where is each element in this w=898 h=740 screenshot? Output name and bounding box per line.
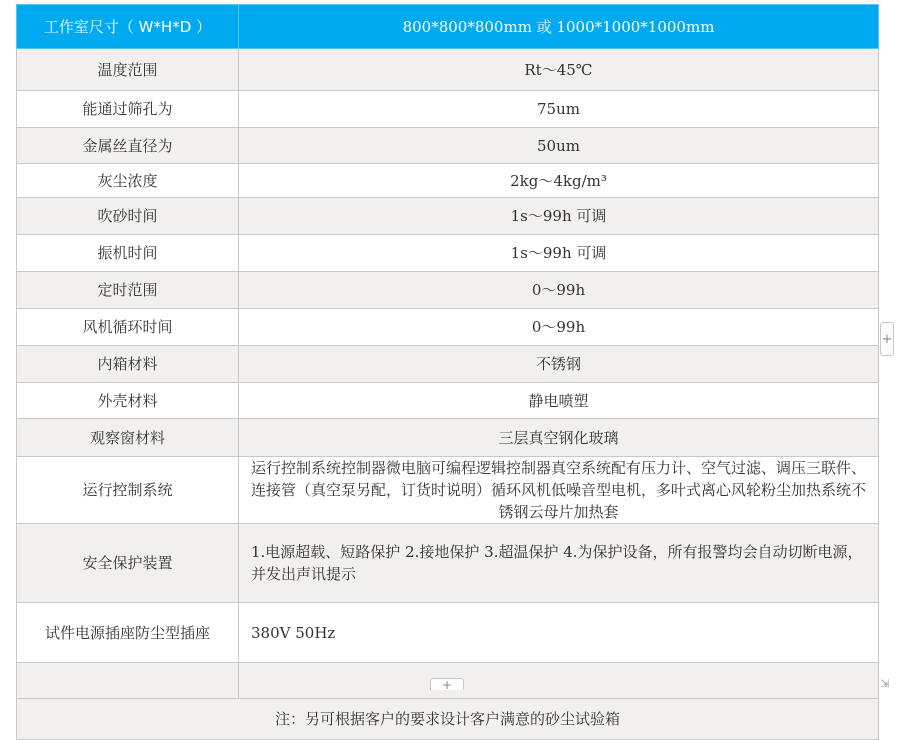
table-row <box>17 524 879 603</box>
row-label: 能通过筛孔为 <box>17 91 239 128</box>
row-value: 静电喷塑 <box>239 383 879 419</box>
table-row <box>17 457 879 524</box>
row-value: 0～99h <box>239 309 879 346</box>
row-insert-handle[interactable] <box>430 678 464 690</box>
row-label <box>17 663 239 699</box>
plus-icon: + <box>441 677 453 692</box>
header-value: 800*800*800mm 或 1000*1000*1000mm <box>239 5 879 49</box>
table-note: 注：另可根据客户的要求设计客户满意的砂尘试验箱 <box>17 699 879 740</box>
row-label: 金属丝直径为 <box>17 128 239 164</box>
row-label: 温度范围 <box>17 49 239 91</box>
table-row <box>17 164 879 198</box>
table-row <box>17 198 879 235</box>
row-label: 运行控制系统 <box>17 457 239 524</box>
row-value: Rt～45℃ <box>239 49 879 91</box>
row-label: 外壳材料 <box>17 383 239 419</box>
table-note-row <box>17 699 879 740</box>
row-label: 观察窗材料 <box>17 419 239 457</box>
table-row <box>17 309 879 346</box>
row-value: 三层真空钢化玻璃 <box>239 419 879 457</box>
spec-table <box>16 4 879 740</box>
row-value: 1.电源超载、短路保护 2.接地保护 3.超温保护 4.为保护设备，所有报警均会自动切断电源，并发出声讯提示 <box>239 524 879 603</box>
table-row <box>17 346 879 383</box>
table-row <box>17 272 879 309</box>
header-label: 工作室尺寸（ W*H*D ） <box>17 5 239 49</box>
row-value: 1s～99h 可调 <box>239 235 879 272</box>
table-row <box>17 235 879 272</box>
row-label: 试件电源插座防尘型插座 <box>17 603 239 663</box>
row-label: 安全保护装置 <box>17 524 239 603</box>
row-label: 风机循环时间 <box>17 309 239 346</box>
row-label: 内箱材料 <box>17 346 239 383</box>
table-row <box>17 49 879 91</box>
plus-icon: + <box>881 331 893 347</box>
table-row <box>17 603 879 663</box>
column-insert-handle[interactable] <box>880 322 894 356</box>
row-value: 1s～99h 可调 <box>239 198 879 235</box>
table-header-row <box>17 5 879 49</box>
row-value: 50um <box>239 128 879 164</box>
row-value: 2kg～4kg/m³ <box>239 164 879 198</box>
row-value: 380V 50Hz <box>239 603 879 663</box>
table-resize-handle[interactable] <box>876 678 894 689</box>
row-value <box>239 663 879 699</box>
row-value: 0～99h <box>239 272 879 309</box>
row-label: 定时范围 <box>17 272 239 309</box>
resize-icon: ⇲ <box>880 677 890 690</box>
row-value: 运行控制系统控制器微电脑可编程逻辑控制器真空系统配有压力计、空气过滤、调压三联件、连接管（真空泵另配，订货时说明）循环风机低噪音型电机，多叶式离心风轮粉尘加热系统不锈钢云母片加热套 <box>239 457 879 524</box>
table-row <box>17 383 879 419</box>
row-value: 不锈钢 <box>239 346 879 383</box>
row-label: 振机时间 <box>17 235 239 272</box>
table-row <box>17 91 879 128</box>
table-row <box>17 128 879 164</box>
table-row <box>17 419 879 457</box>
row-label: 灰尘浓度 <box>17 164 239 198</box>
row-value: 75um <box>239 91 879 128</box>
row-label: 吹砂时间 <box>17 198 239 235</box>
